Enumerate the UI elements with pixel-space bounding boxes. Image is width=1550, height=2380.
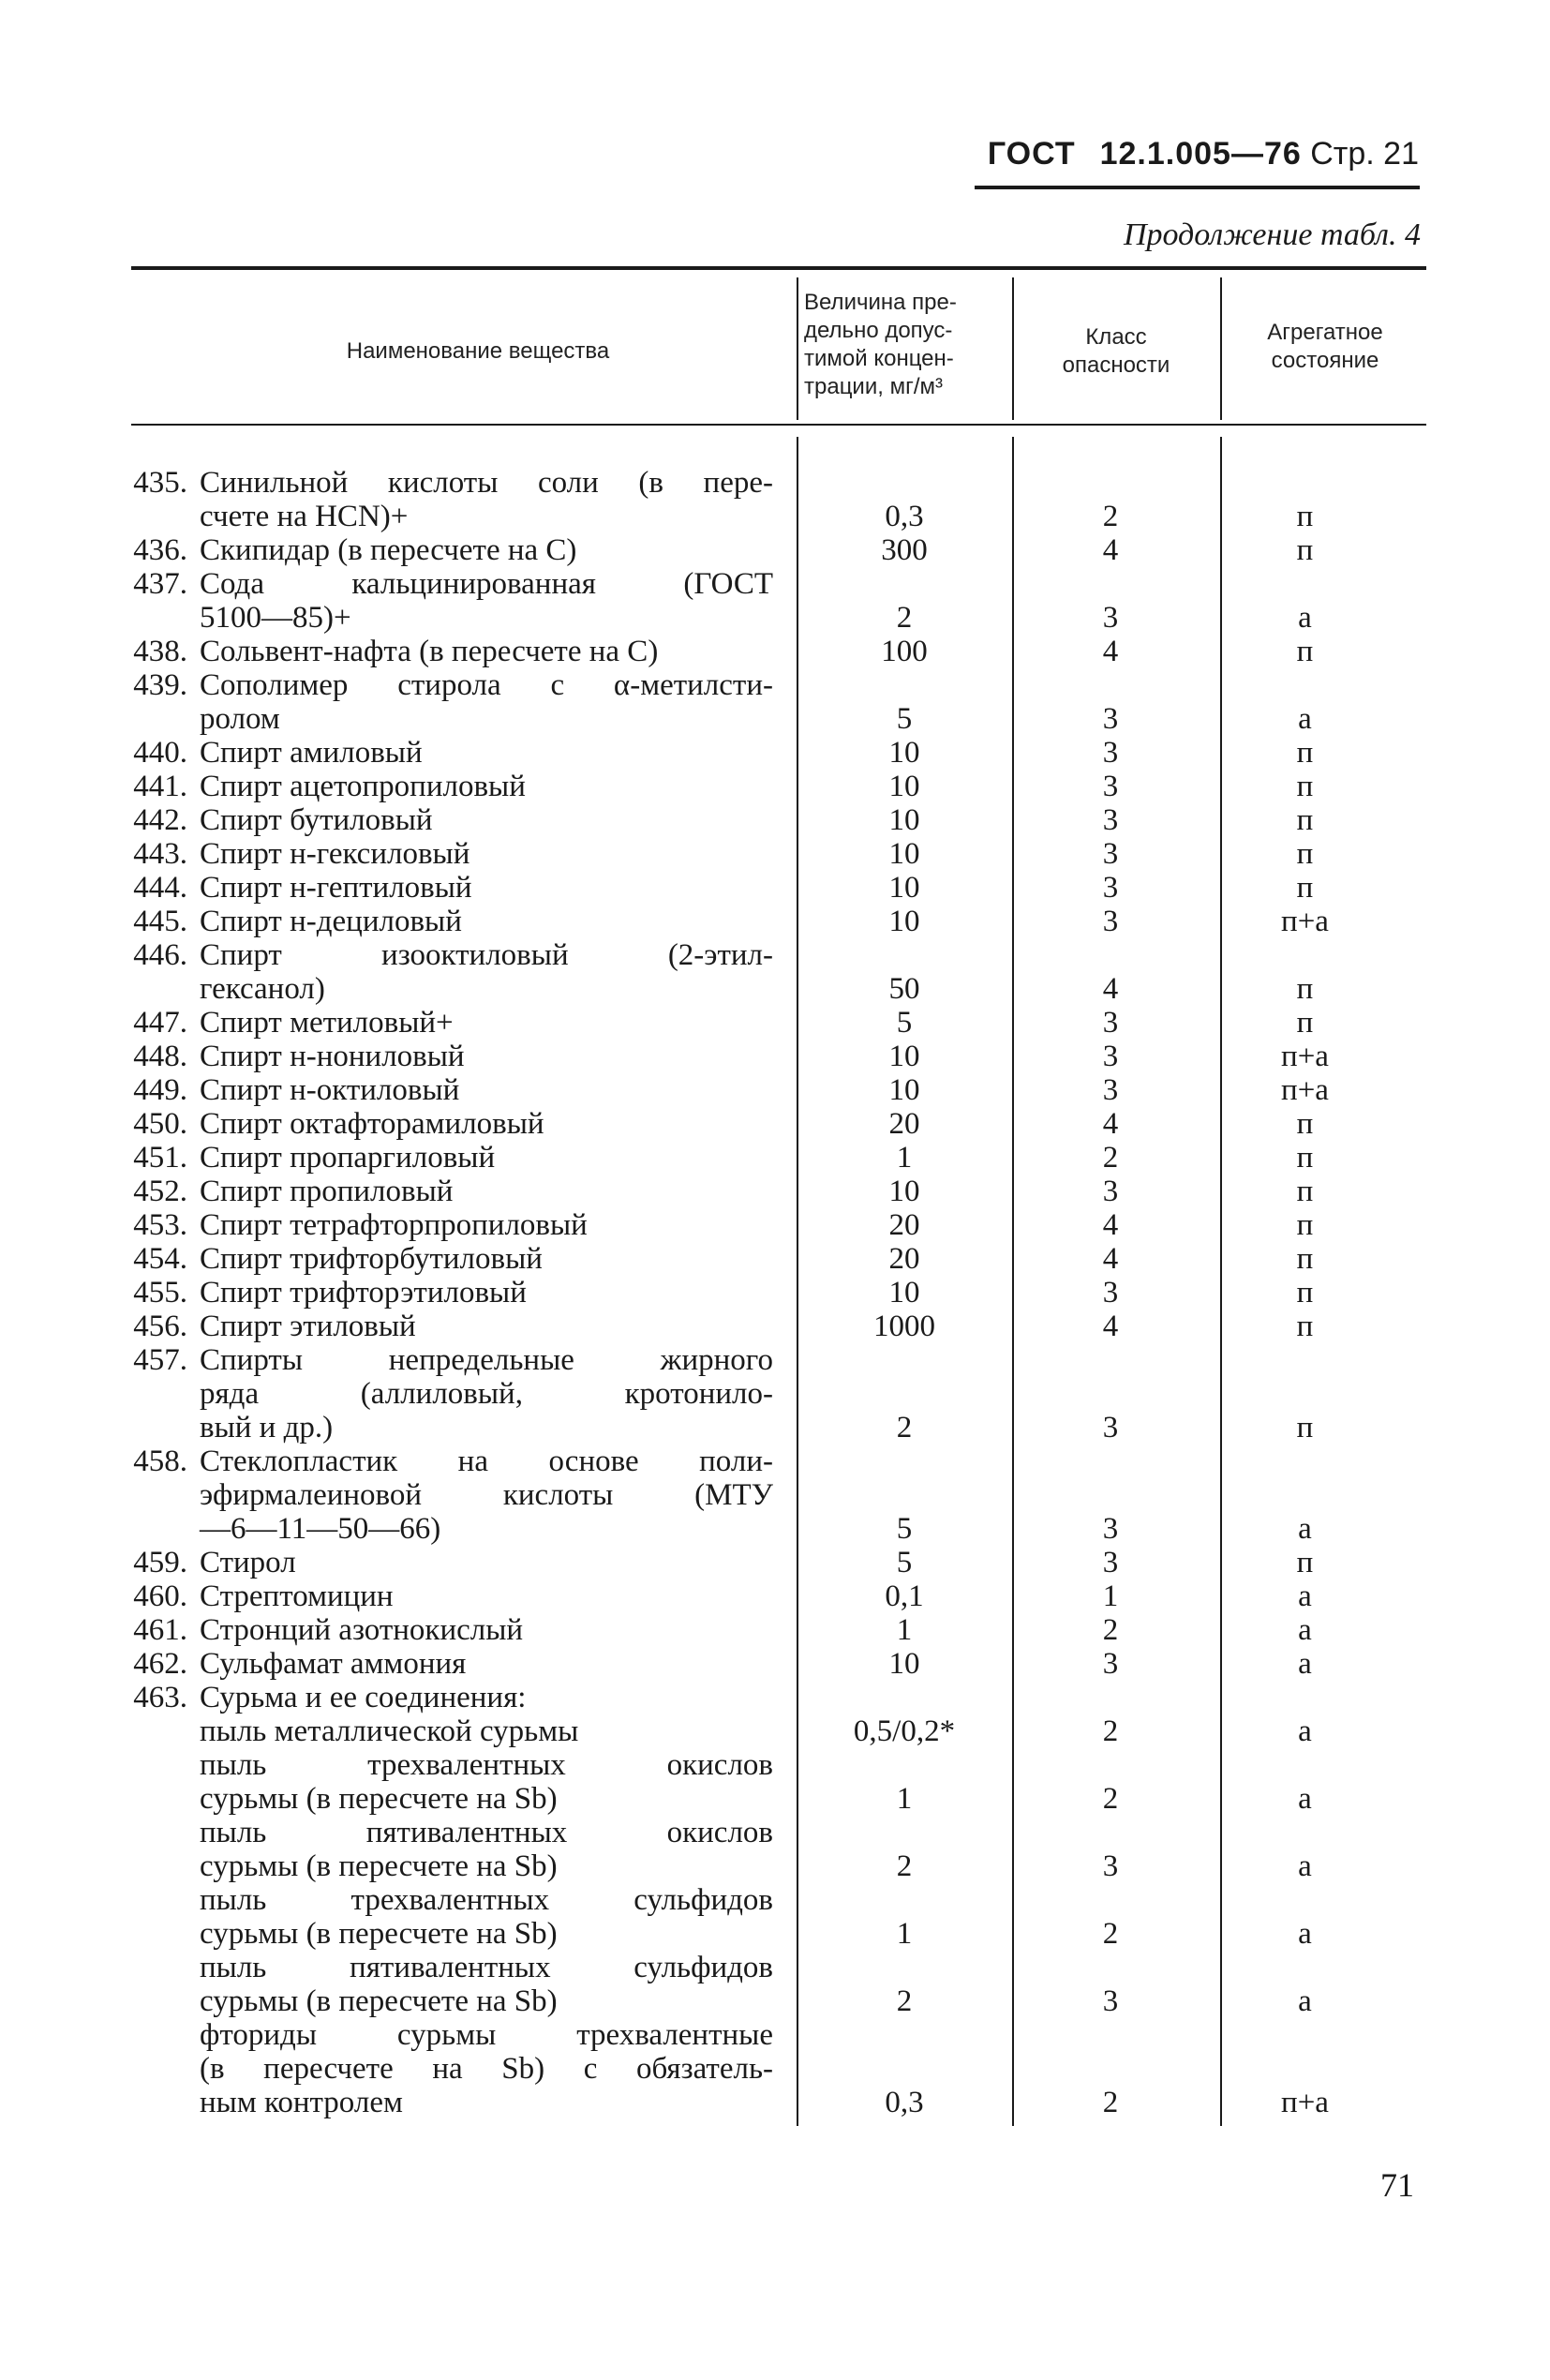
substance-name: Сода кальцинированная (ГОСТ 5100—85)+ — [200, 567, 773, 635]
table-row — [0, 1816, 1550, 1883]
max-concentration-value: 50 — [888, 972, 920, 1006]
max-concentration-value: 1 — [896, 1917, 913, 1951]
max-concentration-value: 10 — [888, 1175, 920, 1208]
max-concentration-value: 20 — [888, 1107, 920, 1141]
substance-name: фториды сурьмы трехвалентные (в пересчете на Sb) с обязатель- ным контролем — [200, 2018, 773, 2119]
row-number: 454. — [133, 1242, 187, 1276]
max-concentration-value: 2 — [896, 1411, 913, 1444]
max-concentration-value: 20 — [888, 1208, 920, 1242]
hazard-class: 4 — [1102, 635, 1119, 668]
page-number: 71 — [1380, 2166, 1414, 2204]
row-number: 456. — [133, 1310, 187, 1343]
row-number: 440. — [133, 736, 187, 770]
max-concentration-value: 1 — [896, 1613, 913, 1647]
max-concentration-value: 0,1 — [885, 1579, 924, 1613]
substance-name: Сурьма и ее соединения: — [200, 1681, 527, 1714]
column-header-state: Агрегатное состояние — [1267, 320, 1383, 373]
hazard-class: 3 — [1102, 1546, 1119, 1579]
table-row — [0, 1107, 1550, 1141]
aggregate-state: а — [1298, 702, 1312, 736]
aggregate-state: п — [1296, 1107, 1314, 1141]
max-concentration-value: 10 — [888, 803, 920, 837]
substance-name: Спирт тетрафторпропиловый — [200, 1208, 588, 1242]
substance-name: Спирт пропиловый — [200, 1175, 454, 1208]
hazard-class: 3 — [1102, 770, 1119, 803]
max-concentration-value: 5 — [896, 1546, 913, 1579]
max-concentration-value: 10 — [888, 837, 920, 871]
substance-name: пыль трехвалентных сульфидов сурьмы (в пересчете на Sb) — [200, 1883, 773, 1951]
substance-name: Спирт этиловый — [200, 1310, 416, 1343]
row-number: 447. — [133, 1006, 187, 1040]
hazard-class: 3 — [1102, 1276, 1119, 1310]
aggregate-state: п — [1296, 1411, 1314, 1444]
max-concentration-value: 0,5/0,2* — [853, 1714, 956, 1748]
table-row — [0, 466, 1550, 533]
max-concentration-value: 0,3 — [885, 2086, 924, 2119]
aggregate-state: а — [1298, 1647, 1312, 1681]
row-number: 450. — [133, 1107, 187, 1141]
row-number: 442. — [133, 803, 187, 837]
aggregate-state: п — [1296, 837, 1314, 871]
row-number: 453. — [133, 1208, 187, 1242]
table-row — [0, 770, 1550, 803]
aggregate-state: п — [1296, 803, 1314, 837]
column-header-class: Класс опасности — [1062, 324, 1170, 378]
table-continuation-caption: Продолжение табл. 4 — [1123, 217, 1421, 252]
aggregate-state: п — [1296, 736, 1314, 770]
column-header-name: Наименование вещества — [346, 338, 610, 364]
hazard-class: 4 — [1102, 1208, 1119, 1242]
table-row — [0, 1714, 1550, 1748]
aggregate-state: а — [1298, 601, 1312, 635]
row-number: 435. — [133, 466, 187, 500]
substance-name: пыль пятивалентных сульфидов сурьмы (в пересчете на Sb) — [200, 1951, 773, 2018]
hazard-class: 3 — [1102, 1647, 1119, 1681]
row-number: 463. — [133, 1681, 187, 1714]
hazard-class: 1 — [1102, 1579, 1119, 1613]
hazard-class: 3 — [1102, 905, 1119, 938]
hazard-class: 3 — [1102, 1073, 1119, 1107]
aggregate-state: п — [1296, 1276, 1314, 1310]
table-row — [0, 1276, 1550, 1310]
table-row — [0, 736, 1550, 770]
hazard-class: 3 — [1102, 1849, 1119, 1883]
row-number: 444. — [133, 871, 187, 905]
max-concentration-value: 5 — [896, 1512, 913, 1546]
aggregate-state: а — [1298, 1714, 1312, 1748]
row-number: 448. — [133, 1040, 187, 1073]
substance-name: Спирт метиловый+ — [200, 1006, 454, 1040]
max-concentration-value: 1000 — [873, 1310, 935, 1343]
aggregate-state: п — [1296, 1208, 1314, 1242]
aggregate-state: а — [1298, 1917, 1312, 1951]
aggregate-state: а — [1298, 1849, 1312, 1883]
aggregate-state: а — [1298, 1782, 1312, 1816]
table-row — [0, 1208, 1550, 1242]
row-number: 455. — [133, 1276, 187, 1310]
table-row — [0, 1073, 1550, 1107]
row-number: 437. — [133, 567, 187, 601]
hazard-class: 3 — [1102, 1040, 1119, 1073]
row-number: 457. — [133, 1343, 187, 1377]
row-number: 449. — [133, 1073, 187, 1107]
table-row — [0, 668, 1550, 736]
table-row — [0, 1141, 1550, 1175]
row-number: 441. — [133, 770, 187, 803]
substance-name: Стрептомицин — [200, 1579, 394, 1613]
substance-name: Спирт трифторбутиловый — [200, 1242, 543, 1276]
table-row — [0, 871, 1550, 905]
column-header-value: Величина пре- дельно допус- тимой концен- трации, мг/м³ — [804, 290, 957, 399]
table-row — [0, 1546, 1550, 1579]
max-concentration-value: 10 — [888, 1073, 920, 1107]
hazard-class: 4 — [1102, 1310, 1119, 1343]
aggregate-state: п — [1296, 1141, 1314, 1175]
table-row — [0, 837, 1550, 871]
row-number: 439. — [133, 668, 187, 702]
aggregate-state: п+а — [1281, 1073, 1329, 1107]
max-concentration-value: 5 — [896, 702, 913, 736]
table-row — [0, 2018, 1550, 2119]
hazard-class: 2 — [1102, 1917, 1119, 1951]
page-label: Стр. — [1310, 136, 1375, 172]
table-row — [0, 1310, 1550, 1343]
aggregate-state: п — [1296, 500, 1314, 533]
table-row — [0, 938, 1550, 1006]
aggregate-state: а — [1298, 1984, 1312, 2018]
header-page-number: 21 — [1383, 136, 1419, 172]
substance-name: Спирт н-октиловый — [200, 1073, 460, 1107]
max-concentration-value: 10 — [888, 770, 920, 803]
aggregate-state: п — [1296, 972, 1314, 1006]
aggregate-state: п — [1296, 871, 1314, 905]
substance-name: Спирты непредельные жирного ряда (аллиловый, кротонило- вый и др.) — [200, 1343, 773, 1444]
row-number: 446. — [133, 938, 187, 972]
table-row — [0, 1883, 1550, 1951]
table-row — [0, 1613, 1550, 1647]
hazard-class: 2 — [1102, 1141, 1119, 1175]
hazard-class: 3 — [1102, 803, 1119, 837]
table-row — [0, 1175, 1550, 1208]
table-row — [0, 1951, 1550, 2018]
hazard-class: 3 — [1102, 871, 1119, 905]
max-concentration-value: 1 — [896, 1782, 913, 1816]
hazard-class: 4 — [1102, 972, 1119, 1006]
substance-name: Спирт бутиловый — [200, 803, 433, 837]
aggregate-state: п — [1296, 635, 1314, 668]
max-concentration-value: 10 — [888, 1040, 920, 1073]
hazard-class: 3 — [1102, 837, 1119, 871]
substance-name: Спирт ацетопропиловый — [200, 770, 526, 803]
table-row — [0, 1343, 1550, 1444]
hazard-class: 2 — [1102, 1613, 1119, 1647]
substance-name: Стеклопластик на основе поли- эфирмалеиновой кислоты (МТУ —6—11—50—66) — [200, 1444, 773, 1546]
max-concentration-value: 10 — [888, 736, 920, 770]
aggregate-state: п+а — [1281, 2086, 1329, 2119]
aggregate-state: п+а — [1281, 1040, 1329, 1073]
hazard-class: 3 — [1102, 1175, 1119, 1208]
table-row — [0, 803, 1550, 837]
table-row — [0, 533, 1550, 567]
max-concentration-value: 2 — [896, 1849, 913, 1883]
hazard-class: 4 — [1102, 1242, 1119, 1276]
table-row — [0, 1681, 1550, 1714]
standard-label: ГОСТ — [987, 136, 1076, 172]
row-number: 462. — [133, 1647, 187, 1681]
aggregate-state: п+а — [1281, 905, 1329, 938]
substance-name: Спирт амиловый — [200, 736, 423, 770]
hazard-class: 4 — [1102, 1107, 1119, 1141]
hazard-class: 2 — [1102, 1714, 1119, 1748]
hazard-class: 3 — [1102, 736, 1119, 770]
hazard-class: 3 — [1102, 702, 1119, 736]
max-concentration-value: 20 — [888, 1242, 920, 1276]
aggregate-state: п — [1296, 533, 1314, 567]
hazard-class: 3 — [1102, 1984, 1119, 2018]
aggregate-state: а — [1298, 1613, 1312, 1647]
row-number: 459. — [133, 1546, 187, 1579]
aggregate-state: п — [1296, 1175, 1314, 1208]
substance-name: Скипидар (в пересчете на С) — [200, 533, 577, 567]
substance-name: Спирт пропаргиловый — [200, 1141, 496, 1175]
table-row — [0, 567, 1550, 635]
aggregate-state: п — [1296, 1310, 1314, 1343]
hazard-class: 2 — [1102, 1782, 1119, 1816]
aggregate-state: а — [1298, 1579, 1312, 1613]
substance-name: Сульфамат аммония — [200, 1647, 467, 1681]
aggregate-state: п — [1296, 1006, 1314, 1040]
substance-name: Сольвент-нафта (в пересчете на С) — [200, 635, 659, 668]
table-row — [0, 635, 1550, 668]
max-concentration-value: 5 — [896, 1006, 913, 1040]
hazard-class: 3 — [1102, 1512, 1119, 1546]
table-row — [0, 1579, 1550, 1613]
hazard-class: 2 — [1102, 2086, 1119, 2119]
substance-name: Спирт н-нониловый — [200, 1040, 465, 1073]
max-concentration-value: 300 — [881, 533, 928, 567]
substance-name: пыль пятивалентных окислов сурьмы (в пересчете на Sb) — [200, 1816, 773, 1883]
substance-name: Спирт н-гексиловый — [200, 837, 470, 871]
aggregate-state: п — [1296, 1242, 1314, 1276]
hazard-class: 3 — [1102, 1411, 1119, 1444]
table-row — [0, 1444, 1550, 1546]
hazard-class: 3 — [1102, 1006, 1119, 1040]
substance-name: пыль металлической сурьмы — [200, 1714, 579, 1748]
substance-name: Спирт октафторамиловый — [200, 1107, 544, 1141]
row-number: 452. — [133, 1175, 187, 1208]
hazard-class: 3 — [1102, 601, 1119, 635]
substance-name: Спирт изооктиловый (2-этил- гексанол) — [200, 938, 773, 1006]
substance-name: Спирт н-гептиловый — [200, 871, 472, 905]
max-concentration-value: 10 — [888, 1276, 920, 1310]
row-number: 445. — [133, 905, 187, 938]
max-concentration-value: 100 — [881, 635, 928, 668]
row-number: 438. — [133, 635, 187, 668]
row-number: 451. — [133, 1141, 187, 1175]
hazard-class: 2 — [1102, 500, 1119, 533]
aggregate-state: а — [1298, 1512, 1312, 1546]
table-row — [0, 1647, 1550, 1681]
max-concentration-value: 10 — [888, 1647, 920, 1681]
row-number: 436. — [133, 533, 187, 567]
substance-name: пыль трехвалентных окислов сурьмы (в пересчете на Sb) — [200, 1748, 773, 1816]
substance-name: Спирт н-дециловый — [200, 905, 462, 938]
hazard-class: 4 — [1102, 533, 1119, 567]
max-concentration-value: 10 — [888, 871, 920, 905]
max-concentration-value: 2 — [896, 1984, 913, 2018]
substance-name: Синильной кислоты соли (в пере- счете на HCN)+ — [200, 466, 773, 533]
max-concentration-value: 0,3 — [885, 500, 924, 533]
row-number: 443. — [133, 837, 187, 871]
max-concentration-value: 1 — [896, 1141, 913, 1175]
substance-name: Спирт трифторэтиловый — [200, 1276, 527, 1310]
substance-name: Стирол — [200, 1546, 296, 1579]
substance-name: Сополимер стирола с α-метилсти- ролом — [200, 668, 773, 736]
table-row — [0, 1242, 1550, 1276]
row-number: 461. — [133, 1613, 187, 1647]
table-row — [0, 1040, 1550, 1073]
row-number: 458. — [133, 1444, 187, 1478]
substance-name: Стронций азотнокислый — [200, 1613, 524, 1647]
aggregate-state: п — [1296, 1546, 1314, 1579]
table-row — [0, 905, 1550, 938]
table-row — [0, 1006, 1550, 1040]
max-concentration-value: 10 — [888, 905, 920, 938]
row-number: 460. — [133, 1579, 187, 1613]
standard-number: 12.1.005—76 — [1099, 136, 1302, 172]
aggregate-state: п — [1296, 770, 1314, 803]
max-concentration-value: 2 — [896, 601, 913, 635]
table-row — [0, 1748, 1550, 1816]
